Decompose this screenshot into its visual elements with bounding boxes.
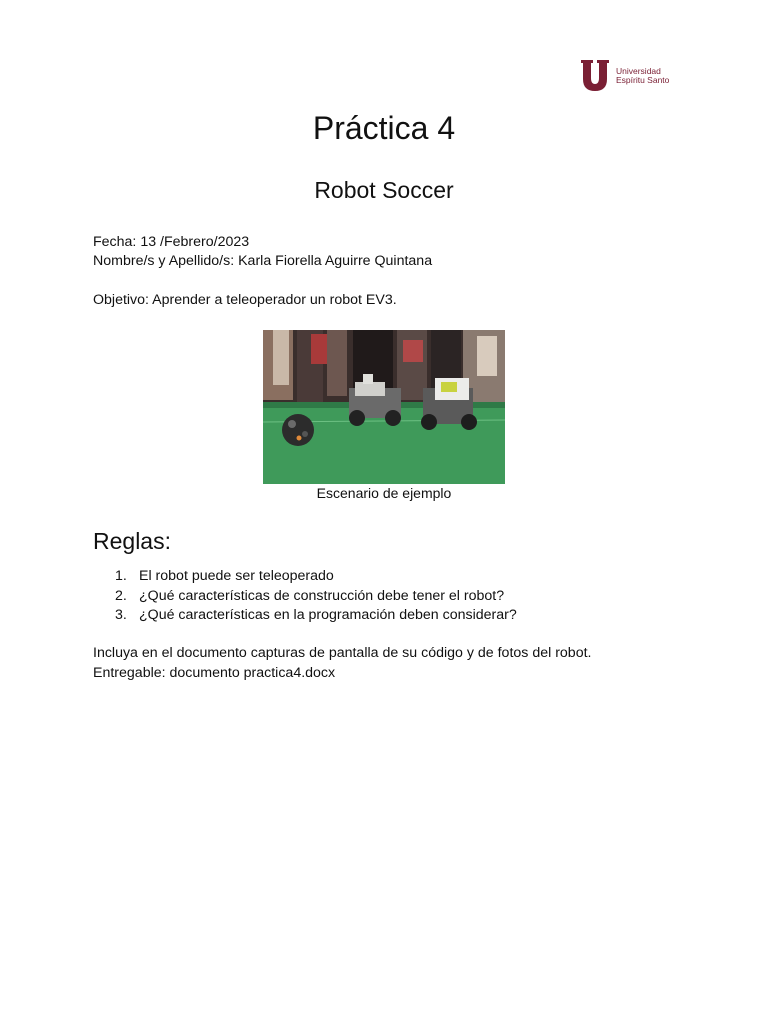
robot-soccer-illustration xyxy=(263,330,505,484)
objective-line: Objetivo: Aprender a teleoperador un robot EV3. xyxy=(93,292,397,308)
name-line: Nombre/s y Apellido/s: Karla Fiorella Aguirre Quintana xyxy=(93,253,433,269)
date-line: Fecha: 13 /Febrero/2023 xyxy=(93,234,250,250)
robot-soccer-photo xyxy=(263,330,505,484)
deliverable-line: Entregable: documento practica4.docx xyxy=(93,665,336,681)
rules-list xyxy=(115,567,517,626)
rule-number: 2. xyxy=(115,587,127,604)
rule-item xyxy=(115,567,517,587)
document-title: Práctica 4 xyxy=(312,110,456,146)
instructions-line: Incluya en el documento capturas de pantalla de su código y de fotos del robot. xyxy=(93,645,592,661)
rule-text: El robot puede ser teleoperado xyxy=(139,568,334,584)
rule-item xyxy=(115,606,517,626)
logo-line-1: Universidad xyxy=(616,66,661,76)
rule-number: 3. xyxy=(115,607,127,623)
rules-heading: Reglas: xyxy=(93,528,171,554)
rule-text: ¿Qué características en la programación deben considerar? xyxy=(139,607,517,623)
rule-text: ¿Qué características de construcción debe tener el robot? xyxy=(139,587,505,604)
rule-number: 1. xyxy=(115,568,127,584)
logo-text xyxy=(616,67,688,85)
figure-caption: Escenario de ejemplo xyxy=(316,485,452,501)
university-logo xyxy=(578,58,688,94)
uees-logo-mark xyxy=(578,58,612,94)
document-subtitle: Robot Soccer xyxy=(314,177,454,203)
logo-line-2: Espíritu Santo xyxy=(616,75,670,85)
rule-item xyxy=(115,587,517,607)
